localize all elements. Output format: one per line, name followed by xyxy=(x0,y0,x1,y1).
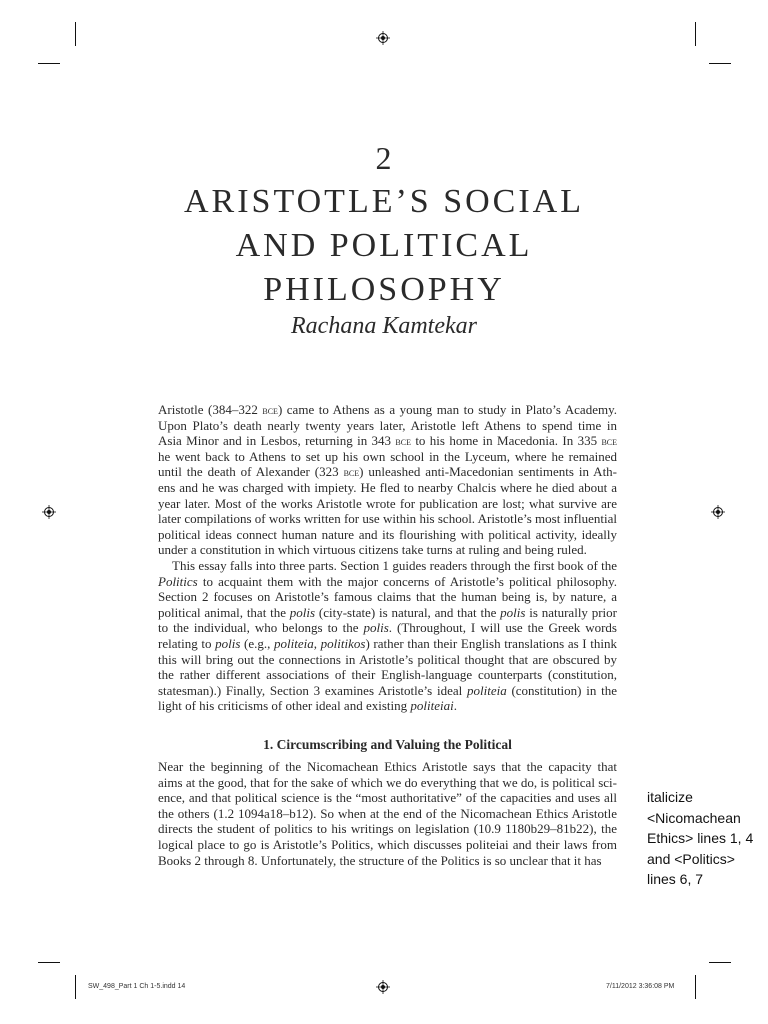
text-run: ence, and that political science is the “most authoritative” of the capacities and uses all xyxy=(158,790,617,806)
italic-term: polis xyxy=(289,604,316,620)
era-abbrev: bce xyxy=(395,434,411,449)
text-run: Asia Minor and in Lesbos, returning in 343 xyxy=(158,433,396,449)
text-line xyxy=(158,698,617,714)
text-line xyxy=(158,558,617,574)
text-line xyxy=(158,542,617,558)
text-run: Aristotle (384–322 xyxy=(158,402,263,417)
text-run: . (Throughout, I will use the Greek words xyxy=(388,620,617,636)
text-line xyxy=(158,449,617,465)
text-run: later compilations of works written for use within his school. Aristotle’s most influential xyxy=(158,511,617,527)
text-run: ) unleashed anti-Macedonian sentiments in Ath- xyxy=(359,464,618,480)
era-abbrev: bce xyxy=(601,434,617,449)
text-run: ens and he was charged with impiety. He fled to nearby Chalcis where he died about a xyxy=(158,480,617,495)
margin-note-line: italicize xyxy=(647,789,693,805)
text-line xyxy=(158,821,617,837)
crop-mark xyxy=(709,962,731,963)
chapter-title-line: AND POLITICAL xyxy=(235,227,533,264)
crop-mark xyxy=(75,22,76,46)
italic-term: Politics xyxy=(158,573,198,589)
slug-timestamp: 7/11/2012 3:36:08 PM xyxy=(606,983,675,990)
text-run: Books 2 through 8. Unfortunately, the structure of the Politics is so unclear that it has xyxy=(158,852,602,868)
chapter-title-line: PHILOSOPHY xyxy=(263,271,505,308)
text-line xyxy=(158,667,617,683)
text-run: light of his criticisms of other ideal and existing xyxy=(158,698,411,714)
chapter-number: 2 xyxy=(375,140,393,176)
text-line xyxy=(158,480,617,496)
text-line xyxy=(158,433,617,450)
crop-mark xyxy=(695,22,696,46)
text-run: year later. Most of the works Aristotle wrote for publication are lost; what survive are xyxy=(158,495,617,511)
text-run: is naturally prior xyxy=(525,604,617,620)
text-line xyxy=(158,402,617,419)
crop-mark xyxy=(709,63,731,64)
text-run: ) came to Athens as a young man to study in Plato’s Academy. xyxy=(277,402,617,417)
text-run: directs the student of politics to his writings on legislation (10.9 1180b29–81b22), the xyxy=(158,821,617,837)
slug-filename: SW_498_Part 1 Ch 1-5.indd 14 xyxy=(88,983,186,990)
text-run: until the death of Alexander (323 xyxy=(158,464,344,480)
margin-note-line: <Nicomachean xyxy=(647,809,741,826)
text-run: ) rather than their English translations as I think xyxy=(365,636,617,651)
text-run: Upon Plato’s death nearly twenty years later, Aristotle left Athens to spend time in xyxy=(158,417,617,433)
text-line xyxy=(158,837,617,853)
text-line xyxy=(158,853,617,869)
margin-note-line: and <Politics> xyxy=(647,850,735,867)
margin-note-line: lines 6, 7 xyxy=(647,871,704,887)
registration-mark-icon xyxy=(711,505,725,519)
text-run: political animal, that the xyxy=(158,604,290,620)
registration-mark-icon xyxy=(376,31,390,45)
text-run: to his home in Macedonia. In 335 xyxy=(410,433,602,449)
crop-mark xyxy=(38,962,60,963)
italic-term: politikos xyxy=(320,636,366,651)
text-line xyxy=(158,775,617,791)
text-run: . xyxy=(453,698,457,714)
text-run: (constitution) in the xyxy=(506,682,617,698)
text-line xyxy=(158,652,617,668)
text-line xyxy=(158,620,617,636)
italic-term: politeiai xyxy=(410,698,454,714)
margin-note-line: Ethics> lines 1, 4 xyxy=(647,830,754,846)
text-line xyxy=(158,418,617,434)
text-run: Section 2 focuses on Aristotle’s famous claims that the human being is, by nature, a xyxy=(158,589,617,605)
text-line xyxy=(158,511,617,527)
text-run: (city-state) is natural, and that the xyxy=(315,604,501,620)
text-run: logical place to go is Aristotle’s Politics, which discusses politeiai and their laws from xyxy=(158,837,617,852)
crop-mark xyxy=(75,975,76,999)
text-line xyxy=(158,806,617,822)
text-run: relating to xyxy=(158,636,216,651)
text-run: (e.g., xyxy=(240,636,275,651)
crop-mark xyxy=(38,63,60,64)
era-abbrev: bce xyxy=(262,403,278,417)
text-line xyxy=(158,683,617,699)
italic-term: polis xyxy=(363,620,389,636)
italic-term: politeia xyxy=(466,682,507,698)
text-run: Near the beginning of the Nicomachean Ethics Aristotle says that the capacity that xyxy=(158,759,617,774)
text-line xyxy=(158,759,617,775)
text-line xyxy=(158,464,617,481)
text-run: This essay falls into three parts. Section 1 guides readers through the first book of the xyxy=(172,558,617,573)
crop-mark xyxy=(695,975,696,999)
section-heading: 1. Circumscribing and Valuing the Political xyxy=(263,737,512,752)
registration-mark-icon xyxy=(376,980,390,994)
text-run: the rather different associations of their English-language counterparts (constitution, xyxy=(158,667,617,683)
text-run: to acquaint them with the major concerns of Aristotle’s political philosophy. xyxy=(197,573,617,589)
text-run: under a constitution in which virtuous citizens take turns at ruling and being ruled. xyxy=(158,542,587,558)
text-run: political ideas connect human nature and its flourishing with political activity, ideally xyxy=(158,526,617,542)
italic-term: polis xyxy=(500,604,526,620)
chapter-title-line: ARISTOTLE’S SOCIAL xyxy=(184,183,584,220)
margin-note xyxy=(647,787,767,890)
text-run: aims at the good, that for the sake of which we do everything that we do, is political sci- xyxy=(158,774,617,790)
registration-mark-icon xyxy=(42,505,56,519)
text-run: he went back to Athens to set up his own school in the Lyceum, where he remained xyxy=(158,448,617,464)
text-line xyxy=(158,605,617,621)
text-run: to the individual, who belongs to the xyxy=(158,620,364,636)
text-run: this will bring out the connections in Aristotle’s political thought that are obscured by xyxy=(158,651,617,667)
text-line xyxy=(158,496,617,512)
text-run: , xyxy=(313,636,321,651)
text-line xyxy=(158,574,617,590)
text-run: statesman).) Finally, Section 3 examines Aristotle’s ideal xyxy=(158,682,467,698)
text-line xyxy=(158,589,617,605)
italic-term: politeia xyxy=(274,636,314,651)
text-line xyxy=(158,790,617,806)
text-line xyxy=(158,636,617,652)
italic-term: polis xyxy=(215,636,241,651)
author-name: Rachana Kamtekar xyxy=(291,313,477,339)
era-abbrev: bce xyxy=(343,465,360,480)
text-run: the others (1.2 1094a18–b12). So when at the end of the Nicomachean Ethics Aristotle xyxy=(158,805,617,821)
text-line xyxy=(158,527,617,543)
